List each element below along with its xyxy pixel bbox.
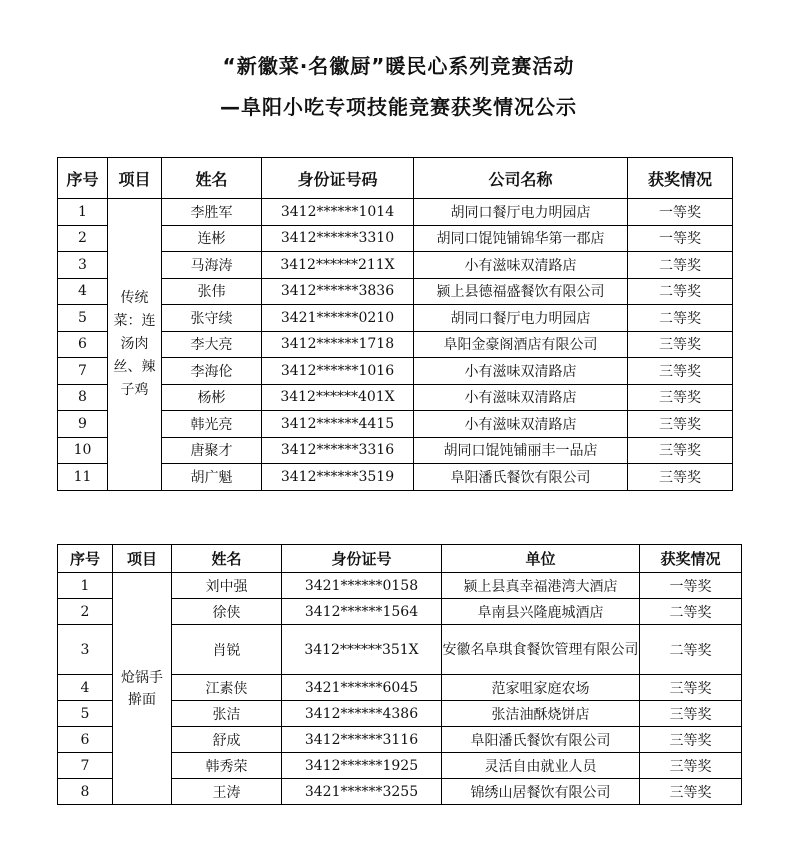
contestant-name: 江素侠 (172, 675, 282, 701)
row-number: 1 (58, 199, 108, 226)
header-id: 身份证号码 (262, 158, 414, 199)
company-name: 小有滋味双清路店 (414, 358, 628, 385)
company-name: 胡同口馄饨铺锦华第一郡店 (414, 225, 628, 252)
row-number: 6 (58, 727, 113, 753)
contestant-name: 刘中强 (172, 573, 282, 599)
id-number: 3412******3316 (262, 437, 414, 464)
header-award: 获奖情况 (628, 158, 733, 199)
document-title-line2: —阜阳小吃专项技能竞赛获奖情况公示 (220, 95, 577, 119)
document-title-line1: “新徽菜·名徽厨”暖民心系列竞赛活动 (222, 54, 575, 78)
row-number: 11 (58, 464, 108, 491)
company-name: 灵活自由就业人员 (442, 753, 640, 779)
contestant-name: 张守续 (162, 305, 262, 332)
table-header-row (58, 545, 742, 573)
company-name: 小有滋味双清路店 (414, 252, 628, 279)
contestant-name: 徐侠 (172, 599, 282, 625)
company-name: 范家咀家庭农场 (442, 675, 640, 701)
contestant-name: 王涛 (172, 779, 282, 805)
award-level: 二等奖 (640, 625, 742, 675)
row-number: 8 (58, 384, 108, 411)
id-number: 3412******3116 (282, 727, 442, 753)
table-row (58, 199, 733, 226)
award-level: 三等奖 (628, 384, 733, 411)
contestant-name: 唐聚才 (162, 437, 262, 464)
award-level: 一等奖 (628, 225, 733, 252)
id-number: 3412******211X (262, 252, 414, 279)
row-number: 5 (58, 305, 108, 332)
row-number: 9 (58, 411, 108, 438)
contestant-name: 韩秀荣 (172, 753, 282, 779)
row-number: 10 (58, 437, 108, 464)
header-category: 项目 (108, 158, 162, 199)
company-name: 张洁油酥烧饼店 (442, 701, 640, 727)
company-name: 胡同口餐厅电力明园店 (414, 199, 628, 226)
award-level: 三等奖 (628, 437, 733, 464)
id-number: 3412******1925 (282, 753, 442, 779)
contestant-name: 杨彬 (162, 384, 262, 411)
company-name: 阜阳潘氏餐饮有限公司 (442, 727, 640, 753)
contestant-name: 张伟 (162, 278, 262, 305)
header-company: 公司名称 (414, 158, 628, 199)
company-name: 胡同口馄饨铺丽丰一品店 (414, 437, 628, 464)
company-name: 阜阳金豪阁酒店有限公司 (414, 331, 628, 358)
id-number: 3421******0158 (282, 573, 442, 599)
id-number: 3412******4415 (262, 411, 414, 438)
header-no: 序号 (58, 158, 108, 199)
award-level: 三等奖 (628, 358, 733, 385)
contestant-name: 肖锐 (172, 625, 282, 675)
contestant-name: 韩光亮 (162, 411, 262, 438)
id-number: 3421******0210 (262, 305, 414, 332)
id-number: 3421******6045 (282, 675, 442, 701)
company-name: 阜南县兴隆鹿城酒店 (442, 599, 640, 625)
table-header-row (58, 158, 733, 199)
contestant-name: 胡广魁 (162, 464, 262, 491)
id-number: 3412******1014 (262, 199, 414, 226)
row-number: 6 (58, 331, 108, 358)
award-level: 一等奖 (640, 573, 742, 599)
id-number: 3412******3310 (262, 225, 414, 252)
id-number: 3412******3836 (262, 278, 414, 305)
company-name: 阜阳潘氏餐饮有限公司 (414, 464, 628, 491)
contestant-name: 舒成 (172, 727, 282, 753)
row-number: 5 (58, 701, 113, 727)
contestant-name: 李海伦 (162, 358, 262, 385)
award-level: 三等奖 (640, 779, 742, 805)
id-number: 3412******1718 (262, 331, 414, 358)
header-category: 项目 (113, 545, 172, 573)
category-cell: 炝锅手擀面 (113, 573, 172, 805)
award-level: 三等奖 (640, 701, 742, 727)
row-number: 7 (58, 358, 108, 385)
row-number: 3 (58, 252, 108, 279)
company-name: 颍上县真幸福港湾大酒店 (442, 573, 640, 599)
awards-table-noodles (57, 544, 742, 805)
awards-table-traditional (57, 157, 733, 491)
award-level: 三等奖 (640, 727, 742, 753)
header-company: 单位 (442, 545, 640, 573)
contestant-name: 张洁 (172, 701, 282, 727)
id-number: 3412******1564 (282, 599, 442, 625)
id-number: 3412******401X (262, 384, 414, 411)
award-level: 二等奖 (628, 278, 733, 305)
row-number: 2 (58, 225, 108, 252)
row-number: 2 (58, 599, 113, 625)
contestant-name: 马海涛 (162, 252, 262, 279)
id-number: 3412******3519 (262, 464, 414, 491)
id-number: 3421******3255 (282, 779, 442, 805)
row-number: 8 (58, 779, 113, 805)
award-level: 三等奖 (628, 411, 733, 438)
award-level: 三等奖 (628, 331, 733, 358)
header-id: 身份证号 (282, 545, 442, 573)
award-level: 一等奖 (628, 199, 733, 226)
contestant-name: 连彬 (162, 225, 262, 252)
contestant-name: 李胜军 (162, 199, 262, 226)
company-name: 颍上县德福盛餐饮有限公司 (414, 278, 628, 305)
award-level: 三等奖 (640, 675, 742, 701)
award-level: 三等奖 (628, 464, 733, 491)
award-level: 二等奖 (628, 305, 733, 332)
row-number: 4 (58, 278, 108, 305)
header-no: 序号 (58, 545, 113, 573)
header-award: 获奖情况 (640, 545, 742, 573)
table-row (58, 573, 742, 599)
company-name: 安徽名阜琪食餐饮管理有限公司 (442, 625, 640, 675)
award-level: 三等奖 (640, 753, 742, 779)
id-number: 3412******1016 (262, 358, 414, 385)
id-number: 3412******351X (282, 625, 442, 675)
company-name: 小有滋味双清路店 (414, 411, 628, 438)
row-number: 3 (58, 625, 113, 675)
row-number: 4 (58, 675, 113, 701)
award-level: 二等奖 (640, 599, 742, 625)
row-number: 7 (58, 753, 113, 779)
header-name: 姓名 (172, 545, 282, 573)
contestant-name: 李大亮 (162, 331, 262, 358)
company-name: 小有滋味双清路店 (414, 384, 628, 411)
company-name: 胡同口餐厅电力明园店 (414, 305, 628, 332)
award-level: 二等奖 (628, 252, 733, 279)
row-number: 1 (58, 573, 113, 599)
id-number: 3412******4386 (282, 701, 442, 727)
company-name: 锦绣山居餐饮有限公司 (442, 779, 640, 805)
header-name: 姓名 (162, 158, 262, 199)
category-cell: 传统菜：连汤肉丝、辣子鸡 (108, 199, 162, 491)
